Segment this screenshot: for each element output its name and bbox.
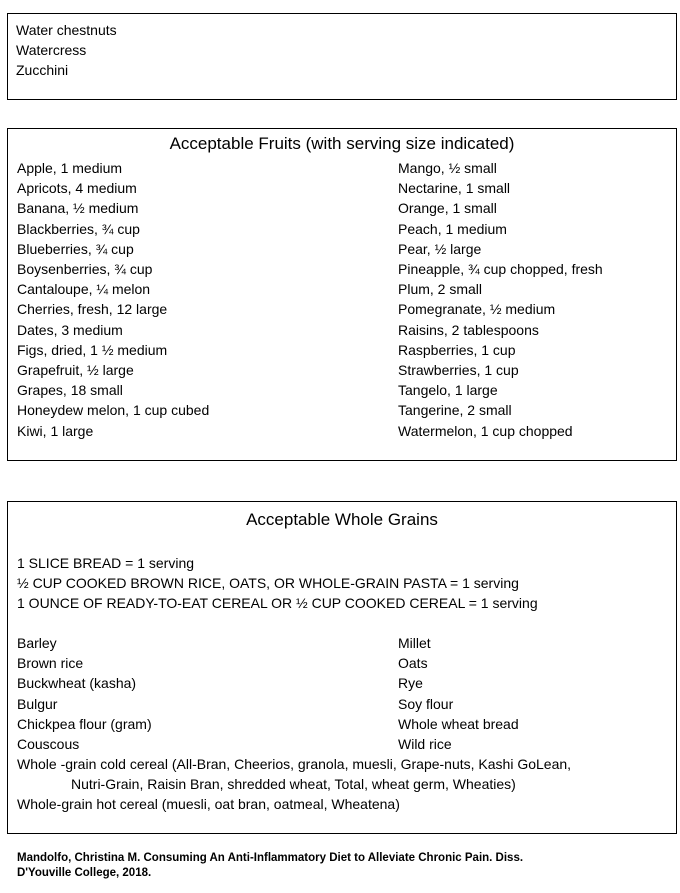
fruit-item: Cherries, fresh, 12 large bbox=[17, 301, 168, 318]
grains-left-column bbox=[17, 633, 152, 754]
fruit-item: Figs, dried, 1 ½ medium bbox=[17, 341, 168, 358]
grain-item: Buckwheat (kasha) bbox=[17, 675, 137, 692]
grain-item: Millet bbox=[398, 635, 431, 651]
citation bbox=[17, 851, 523, 881]
fruit-item: Raisins, 2 tablespoons bbox=[398, 321, 539, 338]
grain-item: Barley bbox=[17, 635, 57, 651]
cold-cereal-line: Whole -grain cold cereal (All-Bran, Cheerios, granola, muesli, Grape-nuts, Kashi GoLean, bbox=[17, 756, 572, 772]
fruit-item: Pear, ½ large bbox=[398, 240, 482, 257]
fruit-item: Banana, ½ medium bbox=[17, 200, 139, 217]
fruit-item: Nectarine, 1 small bbox=[398, 180, 511, 197]
fruits-right-column bbox=[398, 158, 603, 441]
cold-cereal-line-continued: Nutri-Grain, Raisin Bran, shredded wheat, Total, wheat germ, Wheaties) bbox=[71, 776, 516, 793]
fruit-item: Peach, 1 medium bbox=[398, 220, 507, 237]
hot-cereal-line: Whole-grain hot cereal (muesli, oat bran, oatmeal, Wheatena) bbox=[17, 796, 400, 813]
serving-line: 1 OUNCE OF READY-TO-EAT CEREAL OR ½ CUP COOKED CEREAL = 1 serving bbox=[17, 595, 538, 612]
serving-sizes bbox=[17, 553, 538, 614]
fruit-item: Watermelon, 1 cup chopped bbox=[398, 422, 573, 439]
grain-item: Oats bbox=[398, 655, 428, 672]
grain-item: Wild rice bbox=[398, 736, 452, 753]
fruit-item: Grapes, 18 small bbox=[17, 382, 123, 399]
grains-box bbox=[7, 501, 677, 834]
citation-line: D'Youville College, 2018. bbox=[17, 867, 152, 879]
fruit-item: Tangerine, 2 small bbox=[398, 402, 512, 419]
serving-line: 1 SLICE BREAD = 1 serving bbox=[17, 555, 195, 571]
fruit-item: Mango, ½ small bbox=[398, 160, 497, 176]
citation-line: Mandolfo, Christina M. Consuming An Anti-Inflammatory Diet to Alleviate Chronic Pain. Diss. bbox=[17, 852, 524, 864]
fruit-item: Pineapple, ¾ cup chopped, fresh bbox=[398, 261, 603, 278]
fruit-item: Cantaloupe, ¼ melon bbox=[17, 281, 151, 298]
vegetable-item: Water chestnuts bbox=[16, 22, 117, 38]
fruit-item: Apricots, 4 medium bbox=[17, 180, 137, 197]
fruit-item: Blackberries, ¾ cup bbox=[17, 220, 140, 237]
fruits-box bbox=[7, 128, 677, 461]
vegetables-box bbox=[7, 13, 677, 100]
grain-item: Whole wheat bread bbox=[398, 715, 519, 732]
fruit-item: Pomegranate, ½ medium bbox=[398, 301, 556, 318]
fruit-item: Strawberries, 1 cup bbox=[398, 362, 519, 379]
fruit-item: Orange, 1 small bbox=[398, 200, 497, 217]
fruit-item: Plum, 2 small bbox=[398, 281, 483, 298]
fruits-title: Acceptable Fruits (with serving size indicated) bbox=[169, 134, 515, 153]
vegetable-item: Watercress bbox=[16, 42, 87, 59]
serving-line: ½ CUP COOKED BROWN RICE, OATS, OR WHOLE-GRAIN PASTA = 1 serving bbox=[17, 575, 519, 592]
fruit-item: Dates, 3 medium bbox=[17, 321, 123, 338]
vegetable-item: Zucchini bbox=[16, 62, 69, 79]
grain-item: Brown rice bbox=[17, 655, 84, 672]
fruit-item: Apple, 1 medium bbox=[17, 160, 123, 176]
grains-right-column bbox=[398, 633, 519, 754]
fruit-item: Honeydew melon, 1 cup cubed bbox=[17, 402, 210, 419]
fruit-item: Grapefruit, ½ large bbox=[17, 362, 134, 379]
fruits-left-column bbox=[17, 158, 209, 441]
fruit-item: Boysenberries, ¾ cup bbox=[17, 261, 153, 278]
fruit-item: Blueberries, ¾ cup bbox=[17, 240, 134, 257]
fruit-item: Raspberries, 1 cup bbox=[398, 341, 516, 358]
grain-item: Bulgur bbox=[17, 695, 58, 712]
grains-title: Acceptable Whole Grains bbox=[246, 510, 438, 529]
grain-item: Couscous bbox=[17, 736, 80, 753]
grain-item: Chickpea flour (gram) bbox=[17, 715, 152, 732]
grain-item: Rye bbox=[398, 675, 423, 692]
fruit-item: Kiwi, 1 large bbox=[17, 422, 94, 439]
fruit-item: Tangelo, 1 large bbox=[398, 382, 498, 399]
cereal-lines bbox=[17, 754, 571, 815]
grain-item: Soy flour bbox=[398, 695, 454, 712]
